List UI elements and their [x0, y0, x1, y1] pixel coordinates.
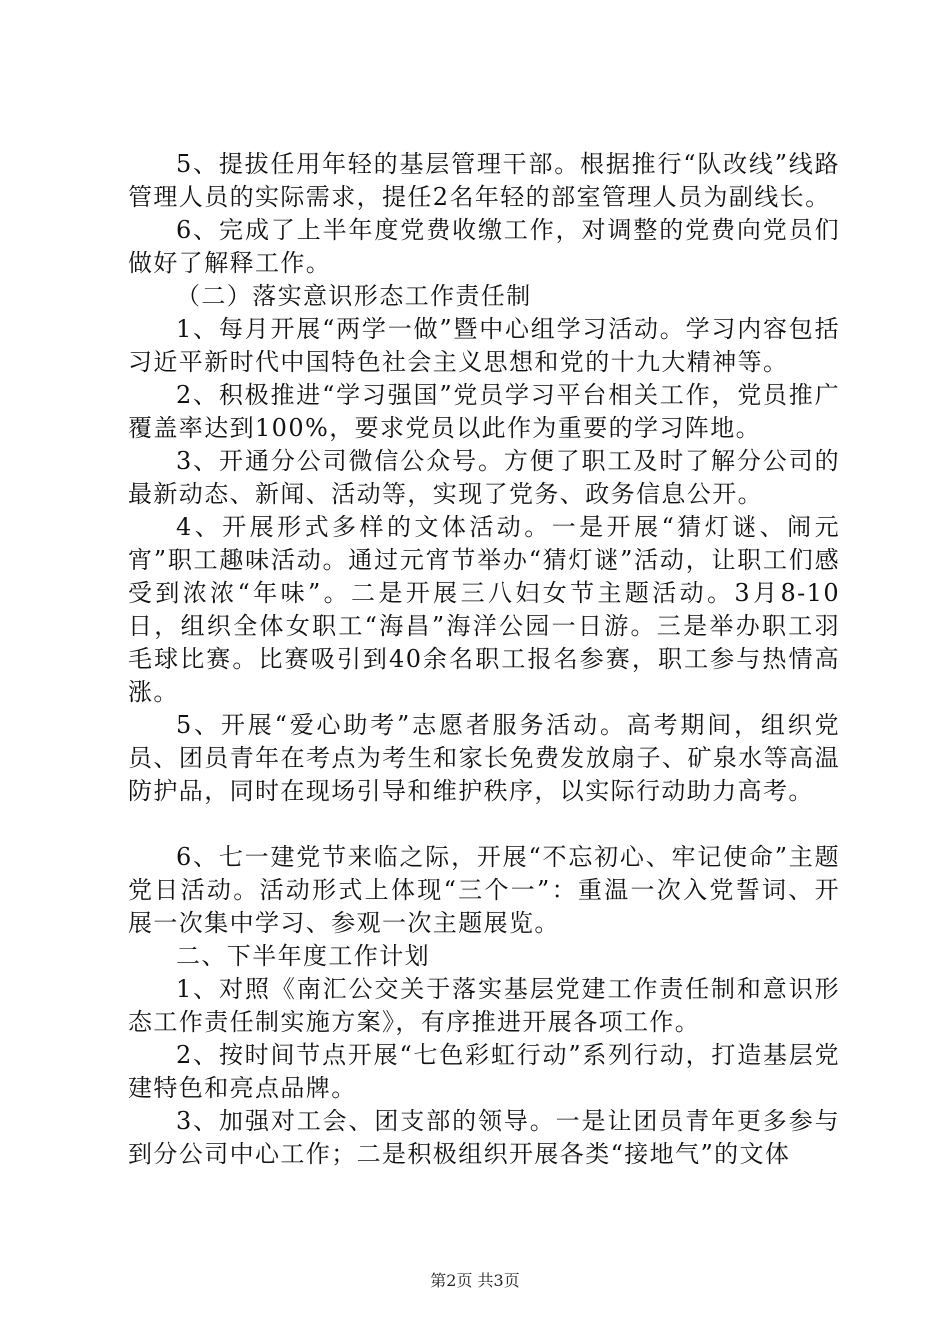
paragraph-promote-young-managers: 5、提拔任用年轻的基层管理干部。根据推行“队改线”线路管理人员的实际需求，提任2名年轻的部室管理人员为副线长。: [128, 150, 840, 211]
paragraph-party-day: 6、七一建党节来临之际，开展“不忘初心、牢记使命”主题党日活动。活动形式上体现“三个一”：重温一次入党誓词、开展一次集中学习、参观一次主题展览。: [128, 843, 840, 937]
paragraph-study-platform: 2、积极推进“学习强国”党员学习平台相关工作，党员推广覆盖率达到100%，要求党员以此作为重要的学习阵地。: [128, 381, 840, 442]
paragraph-wechat-account: 3、开通分公司微信公众号。方便了职工及时了解分公司的最新动态、新闻、活动等，实现了党务、政务信息公开。: [128, 447, 840, 508]
section-heading-ideology: （二）落实意识形态工作责任制: [176, 282, 532, 310]
document-body: [128, 148, 840, 1171]
paragraph-plan-implementation: 1、对照《南汇公交关于落实基层党建工作责任制和意识形态工作责任制实施方案》，有序推进开展各项工作。: [128, 975, 840, 1036]
paragraph-spacer: [128, 808, 840, 841]
paragraph-union-leadership: 3、加强对工会、团支部的领导。一是让团员青年更多参与到分公司中心工作；二是积极组织开展各类“接地气”的文体: [128, 1107, 840, 1168]
paragraph-volunteer-exam: 5、开展“爱心助考”志愿者服务活动。高考期间，组织党员、团员青年在考点为考生和家长免费发放扇子、矿泉水等高温防护品，同时在现场引导和维护秩序，以实际行动助力高考。: [128, 711, 840, 805]
paragraph-cultural-activities: 4、开展形式多样的文体活动。一是开展“猜灯谜、闹元宵”职工趣味活动。通过元宵节举办“猜灯谜”活动，让职工们感受到浓浓“年味”。二是开展三八妇女节主题活动。3月8-10日，组织全体女职工“海昌”海洋公园一日游。三是举办职工羽毛球比赛。比赛吸引到40余名职工报名参赛，职工参与热情高涨。: [128, 513, 840, 706]
section-heading-second-half-plan: 二、下半年度工作计划: [176, 942, 430, 970]
paragraph-monthly-study: 1、每月开展“两学一做”暨中心组学习活动。学习内容包括习近平新时代中国特色社会主义思想和党的十九大精神等。: [128, 315, 840, 376]
paragraph-party-fee: 6、完成了上半年度党费收缴工作，对调整的党费向党员们做好了解释工作。: [128, 216, 840, 277]
page-number-footer: 第2页 共3页: [430, 1271, 520, 1290]
paragraph-rainbow-action: 2、按时间节点开展“七色彩虹行动”系列行动，打造基层党建特色和亮点品牌。: [128, 1041, 840, 1102]
